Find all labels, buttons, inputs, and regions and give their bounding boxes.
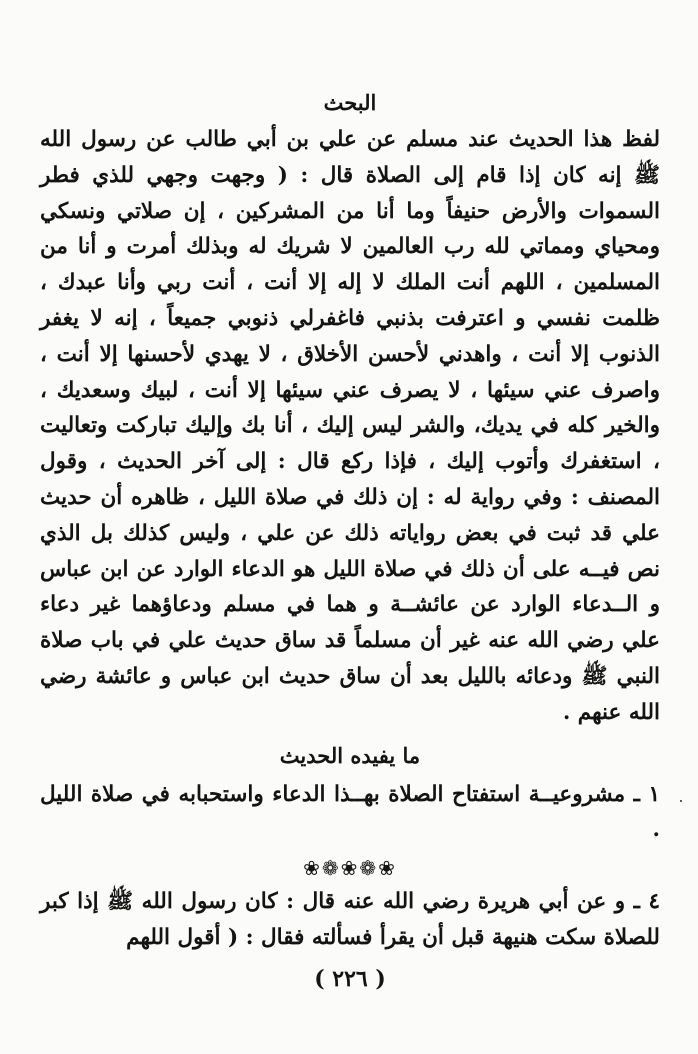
page-number: ( ٢٢٦ ) bbox=[314, 965, 386, 992]
paragraph-discussion: لفظ هذا الحديث عند مسلم عن علي بن أبي طالب عن رسول الله ﷺ إنه كان إذا قام إلى الصلاة قال : ( وجهت وجهي للذي فطر السموات والأرض حنيفاً وما أنا من المشركين ، إن صلاتي ونسكي ومحياي ومماتي لله رب العالمين لا شريك له وبذلك أمرت و أنا من المسلمين ، اللهم أنت الملك لا إله إلا أنت ، أنت ربي وأنا عبدك ، ظلمت نفسي و اعترفت بذنبي فاغفرلي ذنوبي جميعاً ، إنه لا يغفر الذنوب إلا أنت ، واهدني لأحسن الأخلاق ، لا يهدي لأحسنها إلا أنت ، واصرف عني سيئها ، لا يصرف عني سيئها إلا أنت ، لبيك وسعديك ، والخير كله في يديك، والشر ليس إليك ، أنا بك وإليك تباركت وتعاليت ، استغفرك وأتوب إليك ، فإذا ركع قال : إلى آخر الحديث ، وقول المصنف : وفي رواية له : إن ذلك في صلاة الليل ، ظاهره أن حديث علي قد ثبت في بعض رواياته ذلك عن علي ، وليس كذلك بل الذي نص فيــه على أن ذلك في صلاة الليل هو الدعاء الوارد عن ابن عباس و الــدعاء الوارد عن عائشــة و هما في مسلم ودعاؤهما غير دعاء علي رضي الله عنه غير أن مسلماً قد ساق حديث علي في باب صلاة النبي ﷺ ودعائه بالليل بعد أن ساق حديث ابن عباس و عائشة رضي الله عنهم . bbox=[40, 127, 660, 725]
print-speck bbox=[680, 800, 682, 802]
subheading: ما يفيده الحديث bbox=[279, 742, 421, 768]
benefit-item: ١ ـ مشروعيــة استفتاح الصلاة بهــذا الدعاء واستحبابه في صلاة الليل . bbox=[40, 781, 660, 843]
document-page bbox=[40, 88, 660, 994]
section-title: البحث bbox=[323, 90, 377, 115]
ornament-divider: ❀❁❀❁❀ bbox=[303, 856, 397, 881]
hadith-paragraph: ٤ ـ و عن أبي هريرة رضي الله عنه قال : كان رسول الله ﷺ إذا كبر للصلاة سكت هنيهة قبل أن يقرأ فسألته فقال : ( أقول اللهم bbox=[40, 889, 660, 950]
